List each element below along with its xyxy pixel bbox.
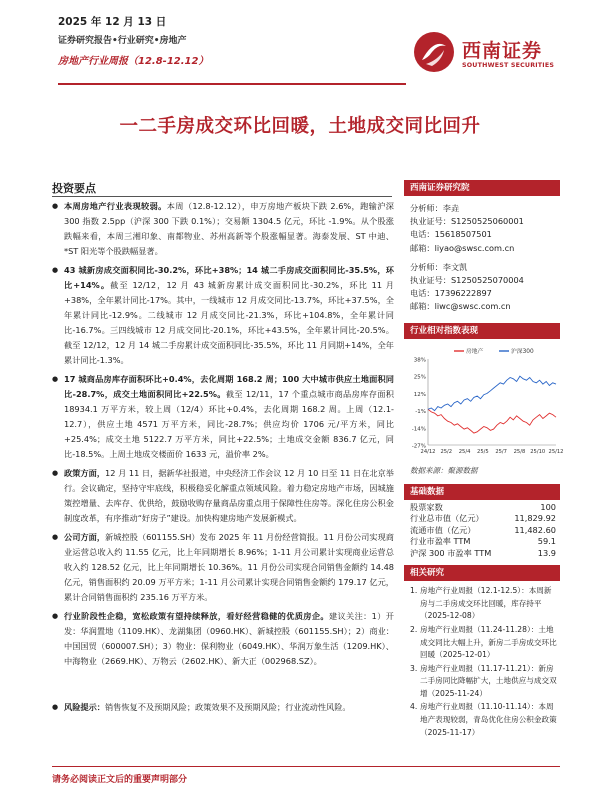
x-tick-label: 25/10 <box>530 448 546 455</box>
report-name: 房地产行业周报（12.8-12.12） <box>58 56 209 67</box>
analyst-cert: S1250525060001 <box>450 216 524 227</box>
logo-text-cn: 西南证券 <box>462 40 543 62</box>
bullet-inventory-land: ● 17 城商品房库存面积环比+0.4%，去化周期 168.2 周；100 大中城市供应土地面积同比-28.7%，成交土地面积同比+22.5%。截至 12/11，17 个重点城市商品房库存面积 18934.1 万平方米，较上周（12/4）环比+0.4%，去化周期 168.2 周。上周（12.1-12.7），供应土地 4571 万平方米，同比-28.7%；供应均价 1706 元/平方米，同比+25.4%；成交土地 5122.7 万平方米，同比+22.5%；土地成交金额 836.7 亿元，同比-18.5%。上周土地成交楼面价 1633 元，溢价率 2%。 <box>52 372 394 462</box>
list-item[interactable]: 4. 房地产行业周报（11.10-11.14）：本周地产表现较弱，青岛优化住房公积金政策（2025-11-17） <box>410 702 557 737</box>
basic-data-table <box>404 502 560 560</box>
list-item[interactable]: 3. 房地产行业周报（11.17-11.21）：新房二手房同比降幅扩大，土地供应与成交双增（2025-11-24） <box>410 663 557 698</box>
analyst-email[interactable]: liyao@swsc.com.cn <box>434 242 515 253</box>
chart-svg <box>404 343 564 463</box>
analyst-name: 李文凯 <box>442 261 468 272</box>
y-tick-label: -1% <box>415 408 426 415</box>
x-tick-label: 25/5 <box>477 448 489 455</box>
investment-bullets <box>52 199 394 673</box>
header-rule <box>58 83 406 85</box>
institute-title: 西南证券研究院 <box>404 180 560 196</box>
sidebar <box>404 180 564 740</box>
footer-rule <box>52 766 560 767</box>
y-tick-label: 12% <box>413 391 426 398</box>
section-rule <box>52 196 392 197</box>
x-tick-label: 25/12 <box>548 448 564 455</box>
x-tick-label: 25/4 <box>458 448 471 455</box>
y-tick-label: 25% <box>413 374 426 381</box>
analyst-name: 李垚 <box>442 203 460 213</box>
bullet-housing-transactions: ● 43 城新房成交面积同比-30.2%，环比+38%；14 城二手房成交面积同比-35.5%，环比+14%。截至 12/12，12 月 43 城新房累计成交面积同比-30.2%，环比 11 月+38%，全年累计同比-17%。其中，一线城市 12 月成交同比-13.7%，环比+37.5%，全年累计同比-12.9%。二线城市 12 月成交同比-21.3%，环比+104.8%，全年累计同比-16.7%。三四线城市 12 月成交同比-20.1%，环比+43.5%，全年累计同比-20.5%。截至 12/12，12 月 14 城二手房累计成交面积同比-35.5%，环比 11 月同期+14%，全年累计同比-1.3%。 <box>52 263 394 368</box>
list-item[interactable]: 2. 房地产行业周报（11.24-11.28）：土地成交同比大幅上升，新房二手房成交环比回暖（2025-12-01） <box>410 624 557 660</box>
analyst-phone: 15618507501 <box>434 229 492 240</box>
logo-text-en: SOUTHWEST SECURITIES <box>462 62 555 69</box>
x-tick-label: 25/8 <box>513 448 526 455</box>
series-line-0 <box>428 409 556 433</box>
table-row: 沪深 300 市盈率 TTM 13.9 <box>410 547 556 558</box>
table-row: 流通市值（亿元） 11,482.60 <box>410 524 556 535</box>
related-research-title: 相关研究 <box>404 565 560 581</box>
x-tick-label: 25/2 <box>440 448 453 455</box>
table-row: 股票家数 100 <box>410 501 556 512</box>
report-header <box>58 14 208 67</box>
investment-section-title: 投资要点 <box>52 182 96 195</box>
risk-warning: ● 风险提示：销售恢复不及预期风险；政策效果不及预期风险；行业流动性风险。 <box>52 700 394 715</box>
series-line-1 <box>428 376 556 410</box>
list-item[interactable]: 1. 房地产行业周报（12.1-12.5）：本周新房与二手房成交环比回暖，库存持平（2025-12-08） <box>410 586 552 621</box>
table-row: 行业市盈率 TTM 59.1 <box>410 536 556 547</box>
x-tick-label: 24/12 <box>420 448 436 455</box>
headline: 一二手房成交环比回暖，土地成交同比回升 <box>119 116 481 137</box>
analyst-info: 分析师：李垚 执业证号：S1250525060001 电话：15618507501 邮箱：liyao@swsc.com.cn 分析师：李文凯 执业证号：S1250525070004 电话：17396222897 邮箱：liwc@swsc.com.cn <box>410 203 524 312</box>
analyst-phone: 17396222897 <box>434 288 492 299</box>
legend-label: 房地产 <box>466 348 484 355</box>
report-date: 2025 年 12 月 13 日 <box>58 16 167 28</box>
logo-mark-icon <box>412 30 456 74</box>
chart-section-title: 行业相对指数表现 <box>404 323 560 339</box>
relative-index-chart <box>404 343 564 463</box>
y-tick-label: -27% <box>411 443 426 450</box>
table-row: 行业总市值（亿元） 11,829.92 <box>410 513 556 524</box>
bullet-company: ● 公司方面，新城控股（601155.SH）发布 2025 年 11 月份经营简报。11 月份公司实现商业运营总收入约 11.55 亿元，比上年同期增长 8.96%；1-11 月公司累计实现商业运营总收入约 128.52 亿元，比上年同期增长 10.36%。11 月份公司实现合同销售金额约 14.48 亿元，销售面积约 20.09 万平方米；1-11 月公司累计实现合同销售金额约 179.17 亿元，累计合同销售面积约 235.16 万平方米。 <box>52 530 394 605</box>
bullet-market-performance: ● 本周房地产行业表现较弱。本周（12.8-12.12），申万房地产板块下跌 2.6%，跑输沪深 300 指数 2.5pp（沪深 300 下跌 0.1%）；交易额 1304.5 亿元，环比 -1.9%。从个股涨跌幅来看，本周三湘印象、南都物业、苏州高新等个股涨幅显著。海泰发展、ST 中迪、*ST 阳光等个股跌幅显著。 <box>52 199 394 259</box>
company-logo <box>412 30 562 76</box>
bullet-policy: ● 政策方面，12 月 11 日，据新华社报道，中央经济工作会议 12 月 10 日至 11 日在北京举行。会议确定，坚持守牢底线，积极稳妥化解重点领域风险。着力稳定房地产市场，因城施策控增量、去库存、优供给，鼓励收购存量商品房重点用于保障性住房等。深化住房公积金制度改革，有序推动“好房子”建设。加快构建房地产发展新模式。 <box>52 466 394 526</box>
analyst-cert: S1250525070004 <box>450 275 524 286</box>
bullet-recommendation: ● 行业阶段性企稳，宽松政策有望持续释放，看好经营稳健的优质房企。建议关注：1）开发：华润置地（1109.HK）、龙湖集团（0960.HK）、新城控股（601155.SH）；2）商业：中国国贸（600007.SH）；3）物业：保利物业（6049.HK）、华润万象生活（1209.HK）、中海物业（2669.HK）、万物云（2602.HK）、新大正（002968.SZ）。 <box>52 609 394 669</box>
related-research-list <box>404 581 560 739</box>
chart-source-note: 数据来源：聚源数据 <box>410 465 478 475</box>
report-category: 证券研究报告•行业研究•房地产 <box>58 36 187 46</box>
analyst-email[interactable]: liwc@swsc.com.cn <box>434 301 511 312</box>
basic-data-title: 基础数据 <box>404 484 560 500</box>
x-tick-label: 25/7 <box>495 448 507 455</box>
y-tick-label: 38% <box>413 357 426 364</box>
legend-label: 沪深300 <box>511 348 534 355</box>
y-tick-label: -14% <box>411 425 426 432</box>
footer-disclaimer: 请务必阅读正文后的重要声明部分 <box>52 775 188 785</box>
